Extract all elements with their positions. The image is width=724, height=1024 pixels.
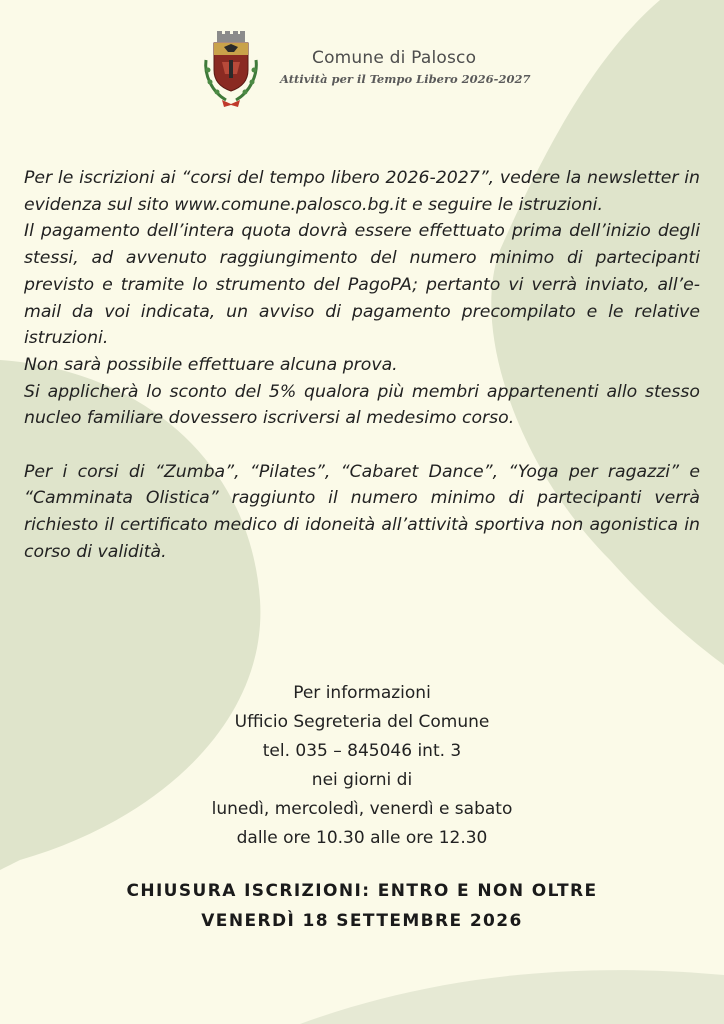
org-name: Comune di Palosco [312,48,477,68]
municipal-crest-icon [196,30,266,110]
paragraph-discount: Si applicherà lo sconto del 5% qualora più membri appartenenti allo stesso nucleo familiare dovessero iscriversi al medesimo corso. [24,381,700,429]
header-subtitle: Attività per il Tempo Libero 2026-2027 [280,72,531,86]
paragraph-payment: Il pagamento dell’intera quota dovrà essere effettuato prima dell’inizio degli stessi, ad avvenuto raggiungimento del numero minimo di partecipanti previsto e tramite lo strumento del PagoPA; pertanto vi verrà inviato, all’e-mail da voi indicata, un avviso di pagamento precompilato e le relative istruzioni. [24,221,700,349]
paragraph-medical-certificate: Per i corsi di “Zumba”, “Pilates”, “Cabaret Dance”, “Yoga per ragazzi” e “Camminata Olistica” raggiunto il numero minimo di partecipanti verrà richiesto il certificato medico di idoneità all’attività sportiva non agonistica in corso di validità. [24,461,700,562]
paragraph-no-trial: Non sarà possibile effettuare alcuna prova. [24,354,398,375]
deadline-line-1: CHIUSURA ISCRIZIONI: ENTRO E NON OLTRE [126,881,598,901]
registration-deadline [0,876,724,936]
contact-hours: dalle ore 10.30 alle ore 12.30 [236,828,488,848]
contact-line: Ufficio Segreteria del Comune [234,712,490,732]
contact-days: lunedì, mercoledì, venerdì e sabato [211,799,513,819]
contact-info [0,679,724,853]
contact-phone: tel. 035 – 845046 int. 3 [262,741,462,761]
header [196,30,556,112]
contact-line: Per informazioni [293,683,431,703]
body-text [24,165,700,566]
paragraph-registration: Per le iscrizioni ai “corsi del tempo libero 2026-2027”, vedere la newsletter in evidenza sul sito www.comune.palosco.bg.it e seguire le istruzioni. [24,168,700,215]
contact-line: nei giorni di [311,770,413,790]
deadline-line-2: VENERDÌ 18 SETTEMBRE 2026 [201,911,523,931]
